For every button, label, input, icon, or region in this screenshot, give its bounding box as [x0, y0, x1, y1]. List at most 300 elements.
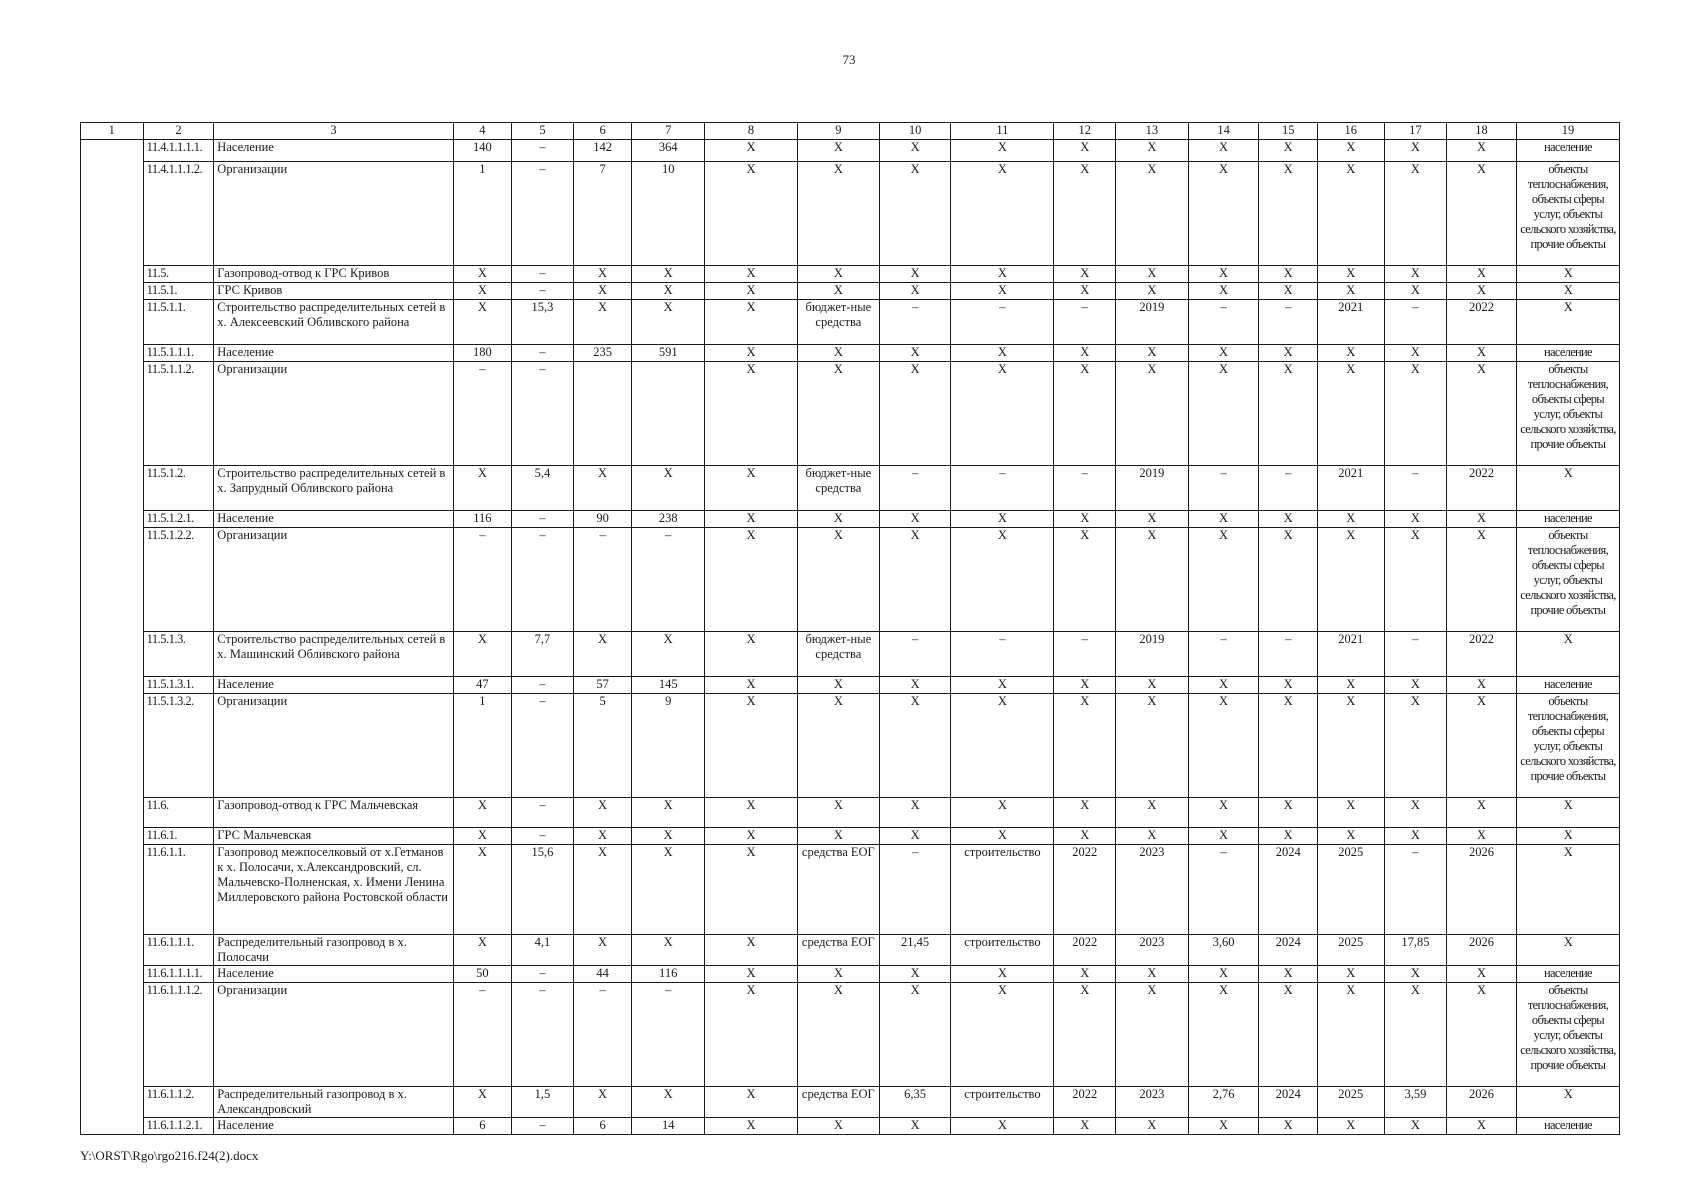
blank-cell	[81, 1087, 144, 1118]
value-cell: 6	[573, 1118, 632, 1135]
header-cell: 2	[143, 123, 214, 140]
value-cell: 2019	[1116, 466, 1189, 511]
value-cell: 47	[453, 677, 512, 694]
consumer-type-cell: Х	[1516, 300, 1619, 345]
header-cell: 1	[81, 123, 144, 140]
value-cell: –	[1259, 466, 1318, 511]
row-name-cell: Население	[214, 677, 453, 694]
value-cell: Х	[1317, 162, 1384, 266]
value-cell: Х	[1188, 983, 1259, 1087]
value-cell: Х	[1188, 828, 1259, 845]
row-name-cell: Распределительный газопровод в х. Александровский	[214, 1087, 453, 1118]
value-cell: Х	[951, 1118, 1054, 1135]
consumer-type-cell: Х	[1516, 845, 1619, 935]
consumer-type-cell: объекты теплоснабжения, объекты сферы услуг, объекты сельского хозяйства, прочие объекты	[1516, 983, 1619, 1087]
value-cell: Х	[1188, 528, 1259, 632]
value-cell: Х	[879, 162, 951, 266]
value-cell: Х	[797, 966, 879, 983]
row-code-cell: 11.5.1.3.1.	[143, 677, 214, 694]
header-cell: 6	[573, 123, 632, 140]
blank-cell	[81, 511, 144, 528]
value-cell: Х	[951, 266, 1054, 283]
blank-cell	[81, 162, 144, 266]
value-cell: –	[512, 283, 574, 300]
value-cell: –	[453, 362, 512, 466]
value-cell: Х	[1259, 266, 1318, 283]
value-cell: Х	[1384, 966, 1447, 983]
row-name-cell: Население	[214, 345, 453, 362]
value-cell: Х	[1384, 162, 1447, 266]
blank-cell	[81, 828, 144, 845]
header-cell: 8	[705, 123, 798, 140]
value-cell: Х	[1384, 511, 1447, 528]
row-name-cell: Газопровод-отвод к ГРС Мальчевская	[214, 798, 453, 828]
value-cell	[573, 362, 632, 466]
consumer-type-cell: Х	[1516, 283, 1619, 300]
header-cell: 7	[632, 123, 705, 140]
value-cell: Х	[1054, 677, 1116, 694]
value-cell: Х	[797, 694, 879, 798]
value-cell: Х	[1384, 1118, 1447, 1135]
blank-cell	[81, 466, 144, 511]
value-cell: Х	[797, 528, 879, 632]
consumer-type-cell: Х	[1516, 466, 1619, 511]
consumer-type-cell: население	[1516, 966, 1619, 983]
value-cell: Х	[1116, 283, 1189, 300]
value-cell: 2,76	[1188, 1087, 1259, 1118]
value-cell: Х	[632, 798, 705, 828]
value-cell: Х	[1259, 677, 1318, 694]
value-cell: Х	[1384, 983, 1447, 1087]
value-cell: Х	[705, 845, 798, 935]
row-code-cell: 11.6.1.	[143, 828, 214, 845]
value-cell: 2022	[1054, 1087, 1116, 1118]
value-cell: Х	[1447, 283, 1517, 300]
value-cell: 145	[632, 677, 705, 694]
row-code-cell: 11.5.1.2.	[143, 466, 214, 511]
value-cell: 591	[632, 345, 705, 362]
table-row	[81, 966, 1620, 983]
value-cell: 1	[453, 694, 512, 798]
value-cell: Х	[951, 677, 1054, 694]
value-cell: Х	[951, 345, 1054, 362]
page-number: 73	[842, 52, 856, 67]
value-cell: Х	[1317, 1118, 1384, 1135]
value-cell: Х	[1188, 283, 1259, 300]
table-row	[81, 266, 1620, 283]
value-cell: Х	[573, 845, 632, 935]
value-cell: Х	[1116, 162, 1189, 266]
value-cell: –	[1054, 632, 1116, 677]
value-cell: 2024	[1259, 1087, 1318, 1118]
row-name-cell: Население	[214, 511, 453, 528]
value-cell: Х	[453, 283, 512, 300]
value-cell: 2025	[1317, 935, 1384, 966]
value-cell: Х	[705, 694, 798, 798]
value-cell: Х	[879, 362, 951, 466]
value-cell: Х	[1384, 828, 1447, 845]
row-code-cell: 11.6.1.1.1.	[143, 935, 214, 966]
value-cell: Х	[573, 828, 632, 845]
value-cell: 90	[573, 511, 632, 528]
row-code-cell: 11.6.1.1.1.2.	[143, 983, 214, 1087]
value-cell: Х	[705, 798, 798, 828]
value-cell: Х	[632, 935, 705, 966]
value-cell: Х	[1116, 528, 1189, 632]
blank-cell	[81, 362, 144, 466]
blank-cell	[81, 140, 144, 162]
value-cell: Х	[1317, 828, 1384, 845]
value-cell: 2023	[1116, 935, 1189, 966]
value-cell: Х	[1188, 798, 1259, 828]
blank-cell	[81, 935, 144, 966]
value-cell: Х	[705, 362, 798, 466]
value-cell: Х	[705, 283, 798, 300]
value-cell: Х	[632, 1087, 705, 1118]
table-row	[81, 983, 1620, 1087]
row-code-cell: 11.6.1.1.2.1.	[143, 1118, 214, 1135]
consumer-type-cell: население	[1516, 1118, 1619, 1135]
value-cell: Х	[1259, 694, 1318, 798]
value-cell: Х	[1188, 1118, 1259, 1135]
value-cell: 2023	[1116, 1087, 1189, 1118]
table-row	[81, 511, 1620, 528]
value-cell: Х	[1259, 798, 1318, 828]
value-cell: 3,60	[1188, 935, 1259, 966]
value-cell: Х	[879, 345, 951, 362]
row-name-cell: Население	[214, 966, 453, 983]
value-cell: –	[512, 511, 574, 528]
blank-cell	[81, 345, 144, 362]
table-row	[81, 828, 1620, 845]
value-cell: Х	[705, 966, 798, 983]
value-cell: 10	[632, 162, 705, 266]
consumer-type-cell: Х	[1516, 1087, 1619, 1118]
row-code-cell: 11.5.1.1.	[143, 300, 214, 345]
value-cell: Х	[1384, 283, 1447, 300]
value-cell: –	[512, 266, 574, 283]
value-cell: Х	[1054, 694, 1116, 798]
value-cell: средства ЕОГ	[797, 845, 879, 935]
header-cell: 14	[1188, 123, 1259, 140]
value-cell: Х	[1384, 266, 1447, 283]
value-cell: –	[573, 983, 632, 1087]
value-cell: Х	[797, 983, 879, 1087]
value-cell: Х	[632, 266, 705, 283]
value-cell: Х	[1447, 362, 1517, 466]
value-cell: Х	[1054, 345, 1116, 362]
value-cell: –	[951, 300, 1054, 345]
value-cell: –	[632, 983, 705, 1087]
value-cell: Х	[1054, 1118, 1116, 1135]
row-name-cell: ГРС Кривов	[214, 283, 453, 300]
value-cell: Х	[453, 266, 512, 283]
consumer-type-cell: население	[1516, 677, 1619, 694]
row-name-cell: Организации	[214, 162, 453, 266]
value-cell: Х	[573, 1087, 632, 1118]
value-cell: Х	[453, 828, 512, 845]
data-table	[80, 122, 1620, 1135]
value-cell: Х	[705, 828, 798, 845]
value-cell: Х	[1384, 362, 1447, 466]
value-cell: Х	[705, 300, 798, 345]
value-cell: Х	[1259, 140, 1318, 162]
row-name-cell: Строительство распределительных сетей в х. Алексеевский Обливского района	[214, 300, 453, 345]
value-cell: строительство	[951, 935, 1054, 966]
value-cell: 5,4	[512, 466, 574, 511]
value-cell: 7	[573, 162, 632, 266]
value-cell: 15,3	[512, 300, 574, 345]
value-cell: Х	[797, 828, 879, 845]
value-cell: Х	[951, 140, 1054, 162]
value-cell: Х	[453, 300, 512, 345]
consumer-type-cell: население	[1516, 140, 1619, 162]
table-row	[81, 362, 1620, 466]
value-cell: Х	[1447, 140, 1517, 162]
value-cell: Х	[797, 362, 879, 466]
value-cell: Х	[632, 632, 705, 677]
value-cell: 2026	[1447, 1087, 1517, 1118]
value-cell: Х	[1384, 694, 1447, 798]
row-code-cell: 11.5.1.2.2.	[143, 528, 214, 632]
value-cell: –	[632, 528, 705, 632]
value-cell: бюджет-ные средства	[797, 466, 879, 511]
value-cell: Х	[1259, 362, 1318, 466]
table-row	[81, 528, 1620, 632]
value-cell: Х	[1259, 162, 1318, 266]
value-cell: 2019	[1116, 300, 1189, 345]
row-code-cell: 11.5.1.	[143, 283, 214, 300]
value-cell: Х	[1317, 798, 1384, 828]
header-cell: 15	[1259, 123, 1318, 140]
value-cell: Х	[879, 677, 951, 694]
value-cell: Х	[879, 283, 951, 300]
value-cell: Х	[1447, 266, 1517, 283]
table-row	[81, 345, 1620, 362]
value-cell: –	[1054, 466, 1116, 511]
table-row	[81, 845, 1620, 935]
value-cell: –	[1054, 300, 1116, 345]
value-cell: Х	[1447, 162, 1517, 266]
value-cell: –	[1384, 632, 1447, 677]
value-cell: Х	[705, 345, 798, 362]
value-cell: бюджет-ные средства	[797, 632, 879, 677]
value-cell: –	[512, 362, 574, 466]
value-cell: 2025	[1317, 845, 1384, 935]
value-cell: Х	[1317, 266, 1384, 283]
row-name-cell: Организации	[214, 694, 453, 798]
value-cell: Х	[705, 511, 798, 528]
value-cell: Х	[632, 828, 705, 845]
value-cell: строительство	[951, 845, 1054, 935]
value-cell: 238	[632, 511, 705, 528]
value-cell: Х	[1188, 162, 1259, 266]
value-cell: Х	[705, 983, 798, 1087]
value-cell: Х	[453, 798, 512, 828]
value-cell: Х	[632, 283, 705, 300]
value-cell: Х	[1384, 140, 1447, 162]
value-cell: Х	[705, 140, 798, 162]
value-cell: Х	[951, 283, 1054, 300]
table-row	[81, 935, 1620, 966]
value-cell: 180	[453, 345, 512, 362]
value-cell: Х	[1447, 983, 1517, 1087]
row-code-cell: 11.6.1.1.	[143, 845, 214, 935]
value-cell: Х	[951, 966, 1054, 983]
value-cell: 2026	[1447, 935, 1517, 966]
value-cell: Х	[1447, 798, 1517, 828]
value-cell: 6,35	[879, 1087, 951, 1118]
value-cell: Х	[705, 466, 798, 511]
value-cell: –	[1384, 845, 1447, 935]
table-row	[81, 677, 1620, 694]
header-cell: 5	[512, 123, 574, 140]
value-cell: 50	[453, 966, 512, 983]
value-cell: –	[1188, 466, 1259, 511]
value-cell: 2022	[1447, 466, 1517, 511]
value-cell: –	[512, 694, 574, 798]
value-cell: Х	[1054, 162, 1116, 266]
consumer-type-cell: объекты теплоснабжения, объекты сферы услуг, объекты сельского хозяйства, прочие объекты	[1516, 162, 1619, 266]
value-cell: –	[512, 1118, 574, 1135]
value-cell: 2019	[1116, 632, 1189, 677]
value-cell: Х	[879, 983, 951, 1087]
value-cell: Х	[1054, 528, 1116, 632]
blank-cell	[81, 845, 144, 935]
value-cell: Х	[1054, 798, 1116, 828]
value-cell: Х	[951, 511, 1054, 528]
row-name-cell: Организации	[214, 528, 453, 632]
value-cell: –	[453, 983, 512, 1087]
row-name-cell: Строительство распределительных сетей в х. Запрудный Обливского района	[214, 466, 453, 511]
header-cell: 13	[1116, 123, 1189, 140]
value-cell: 1,5	[512, 1087, 574, 1118]
value-cell: Х	[1116, 266, 1189, 283]
value-cell: Х	[879, 140, 951, 162]
value-cell: Х	[705, 528, 798, 632]
row-code-cell: 11.5.1.1.2.	[143, 362, 214, 466]
header-cell: 19	[1516, 123, 1619, 140]
value-cell: Х	[1317, 966, 1384, 983]
value-cell: Х	[573, 283, 632, 300]
value-cell: 5	[573, 694, 632, 798]
value-cell: 2022	[1054, 845, 1116, 935]
row-code-cell: 11.5.1.3.2.	[143, 694, 214, 798]
value-cell: –	[512, 677, 574, 694]
value-cell: Х	[1259, 828, 1318, 845]
value-cell: Х	[1188, 511, 1259, 528]
value-cell: –	[512, 345, 574, 362]
value-cell: 2026	[1447, 845, 1517, 935]
value-cell: –	[1188, 632, 1259, 677]
value-cell: Х	[1116, 677, 1189, 694]
row-code-cell: 11.6.	[143, 798, 214, 828]
row-name-cell: Строительство распределительных сетей в х. Машинский Обливского района	[214, 632, 453, 677]
consumer-type-cell: Х	[1516, 828, 1619, 845]
header-cell: 16	[1317, 123, 1384, 140]
header-cell: 12	[1054, 123, 1116, 140]
value-cell: 2023	[1116, 845, 1189, 935]
blank-cell	[81, 632, 144, 677]
value-cell: Х	[1188, 345, 1259, 362]
blank-cell	[81, 798, 144, 828]
blank-cell	[81, 283, 144, 300]
header-cell: 4	[453, 123, 512, 140]
value-cell: Х	[1188, 266, 1259, 283]
value-cell: Х	[951, 528, 1054, 632]
value-cell: –	[879, 300, 951, 345]
value-cell: –	[512, 162, 574, 266]
value-cell: Х	[1116, 828, 1189, 845]
value-cell: Х	[1447, 677, 1517, 694]
value-cell: Х	[1317, 283, 1384, 300]
value-cell: –	[512, 528, 574, 632]
value-cell: 2022	[1054, 935, 1116, 966]
blank-cell	[81, 266, 144, 283]
value-cell: 9	[632, 694, 705, 798]
value-cell: Х	[1259, 345, 1318, 362]
value-cell: Х	[1317, 140, 1384, 162]
value-cell: Х	[705, 1087, 798, 1118]
row-name-cell: Организации	[214, 983, 453, 1087]
row-code-cell: 11.5.1.2.1.	[143, 511, 214, 528]
value-cell: Х	[1259, 983, 1318, 1087]
value-cell: Х	[797, 283, 879, 300]
value-cell: Х	[1054, 140, 1116, 162]
table-row	[81, 694, 1620, 798]
value-cell: Х	[1447, 345, 1517, 362]
value-cell: Х	[1447, 511, 1517, 528]
value-cell: Х	[453, 935, 512, 966]
value-cell: Х	[1384, 528, 1447, 632]
value-cell: Х	[453, 845, 512, 935]
header-cell: 11	[951, 123, 1054, 140]
value-cell: Х	[705, 632, 798, 677]
value-cell: Х	[1259, 966, 1318, 983]
value-cell: Х	[632, 466, 705, 511]
value-cell: Х	[1317, 528, 1384, 632]
value-cell: Х	[1188, 966, 1259, 983]
consumer-type-cell: объекты теплоснабжения, объекты сферы услуг, объекты сельского хозяйства, прочие объекты	[1516, 528, 1619, 632]
value-cell: 17,85	[1384, 935, 1447, 966]
value-cell: Х	[1317, 694, 1384, 798]
value-cell: Х	[797, 677, 879, 694]
value-cell: 3,59	[1384, 1087, 1447, 1118]
value-cell: Х	[951, 983, 1054, 1087]
value-cell: Х	[1116, 1118, 1189, 1135]
value-cell: 14	[632, 1118, 705, 1135]
value-cell: 235	[573, 345, 632, 362]
value-cell: 2021	[1317, 466, 1384, 511]
header-cell: 17	[1384, 123, 1447, 140]
value-cell: –	[951, 466, 1054, 511]
value-cell: Х	[1447, 694, 1517, 798]
value-cell: Х	[1317, 511, 1384, 528]
value-cell: Х	[1054, 362, 1116, 466]
blank-cell	[81, 300, 144, 345]
value-cell: 116	[453, 511, 512, 528]
value-cell: Х	[1447, 966, 1517, 983]
row-name-cell: ГРС Мальчевская	[214, 828, 453, 845]
value-cell: Х	[453, 632, 512, 677]
value-cell: Х	[1116, 694, 1189, 798]
value-cell: 140	[453, 140, 512, 162]
row-name-cell: Распределительный газопровод в х. Полосачи	[214, 935, 453, 966]
value-cell: Х	[797, 162, 879, 266]
value-cell: Х	[1054, 511, 1116, 528]
value-cell: Х	[632, 300, 705, 345]
row-code-cell: 11.4.1.1.1.2.	[143, 162, 214, 266]
